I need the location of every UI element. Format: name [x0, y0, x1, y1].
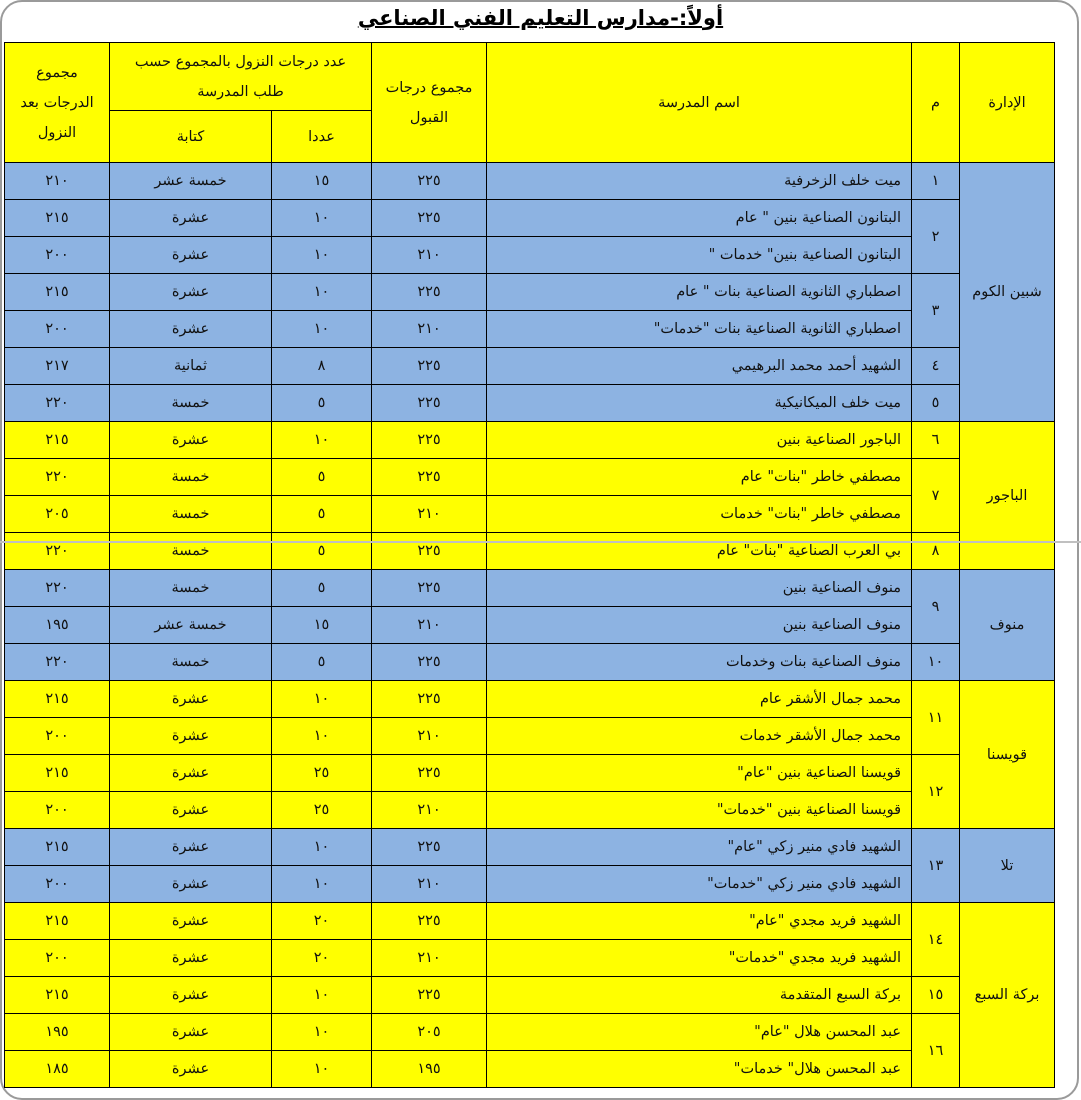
school-name-cell: الشهيد فادي منير زكي "عام" — [487, 829, 912, 866]
score-after-cell: ١٩٥ — [5, 607, 110, 644]
score-after-cell: ٢١٥ — [5, 681, 110, 718]
school-name-cell: الشهيد فريد مجدي "عام" — [487, 903, 912, 940]
table-row — [5, 718, 1055, 755]
header-school: اسم المدرسة — [487, 43, 912, 163]
reduction-digits-cell: ١٠ — [272, 718, 372, 755]
score-after-cell: ٢١٥ — [5, 422, 110, 459]
reduction-digits-cell: ٥ — [272, 385, 372, 422]
num-cell: ١١ — [912, 681, 960, 755]
score-after-cell: ٢٠٠ — [5, 718, 110, 755]
reduction-words-cell: عشرة — [110, 940, 272, 977]
num-cell: ٢ — [912, 200, 960, 274]
score-after-cell: ٢٢٠ — [5, 459, 110, 496]
admin-cell: تلا — [960, 829, 1055, 903]
score-after-cell: ٢٢٠ — [5, 644, 110, 681]
reduction-digits-cell: ٥ — [272, 644, 372, 681]
total-score-cell: ٢٢٥ — [372, 348, 487, 385]
score-after-cell: ٢١٥ — [5, 977, 110, 1014]
school-name-cell: الشهيد فريد مجدي "خدمات" — [487, 940, 912, 977]
school-name-cell: قويسنا الصناعية بنين "عام" — [487, 755, 912, 792]
total-score-cell: ٢١٠ — [372, 237, 487, 274]
total-score-cell: ٢٢٥ — [372, 644, 487, 681]
score-after-cell: ١٩٥ — [5, 1014, 110, 1051]
total-score-cell: ٢٢٥ — [372, 570, 487, 607]
num-cell: ٣ — [912, 274, 960, 348]
reduction-words-cell: خمسة — [110, 496, 272, 533]
reduction-digits-cell: ١٠ — [272, 866, 372, 903]
score-after-cell: ٢١٥ — [5, 829, 110, 866]
school-name-cell: اصطباري الثانوية الصناعية بنات " عام — [487, 274, 912, 311]
reduction-digits-cell: ١٠ — [272, 274, 372, 311]
header-num: م — [912, 43, 960, 163]
reduction-words-cell: عشرة — [110, 237, 272, 274]
admin-cell: الباجور — [960, 422, 1055, 570]
total-score-cell: ٢١٠ — [372, 607, 487, 644]
total-score-cell: ٢٢٥ — [372, 533, 487, 570]
page-title: أولاً:-مدارس التعليم الفني الصناعي — [357, 6, 724, 30]
reduction-digits-cell: ١٠ — [272, 237, 372, 274]
school-name-cell: البتانون الصناعية بنين " عام — [487, 200, 912, 237]
header-total: مجموع درجات القبول — [372, 43, 487, 163]
reduction-digits-cell: ١٠ — [272, 829, 372, 866]
table-row — [5, 496, 1055, 533]
reduction-words-cell: عشرة — [110, 681, 272, 718]
total-score-cell: ٢١٠ — [372, 718, 487, 755]
table-row — [5, 940, 1055, 977]
reduction-digits-cell: ٥ — [272, 496, 372, 533]
score-after-cell: ٢٠٠ — [5, 940, 110, 977]
num-cell: ١٤ — [912, 903, 960, 977]
table-row — [5, 644, 1055, 681]
admin-cell: منوف — [960, 570, 1055, 681]
num-cell: ٤ — [912, 348, 960, 385]
reduction-words-cell: خمسة عشر — [110, 607, 272, 644]
reduction-digits-cell: ١٠ — [272, 311, 372, 348]
reduction-digits-cell: ٢٥ — [272, 792, 372, 829]
score-after-cell: ٢١٥ — [5, 755, 110, 792]
total-score-cell: ٢١٠ — [372, 792, 487, 829]
score-after-cell: ٢٢٠ — [5, 570, 110, 607]
school-name-cell: عبد المحسن هلال" خدمات" — [487, 1051, 912, 1088]
num-cell: ٧ — [912, 459, 960, 533]
reduction-words-cell: خمسة — [110, 459, 272, 496]
reduction-words-cell: عشرة — [110, 792, 272, 829]
school-name-cell: الباجور الصناعية بنين — [487, 422, 912, 459]
header-admin: الإدارة — [960, 43, 1055, 163]
score-after-cell: ٢٠٠ — [5, 792, 110, 829]
total-score-cell: ٢١٠ — [372, 940, 487, 977]
school-name-cell: الشهيد فادي منير زكي "خدمات" — [487, 866, 912, 903]
reduction-words-cell: عشرة — [110, 829, 272, 866]
school-name-cell: البتانون الصناعية بنين" خدمات " — [487, 237, 912, 274]
num-cell: ١٥ — [912, 977, 960, 1014]
table-row — [5, 422, 1055, 459]
reduction-words-cell: خمسة — [110, 385, 272, 422]
reduction-digits-cell: ١٠ — [272, 1051, 372, 1088]
school-name-cell: الشهيد أحمد محمد البرهيمي — [487, 348, 912, 385]
reduction-digits-cell: ٢٥ — [272, 755, 372, 792]
score-after-cell: ٢١٠ — [5, 163, 110, 200]
table-row — [5, 829, 1055, 866]
admin-cell: قويسنا — [960, 681, 1055, 829]
score-after-cell: ٢٠٠ — [5, 866, 110, 903]
page-break-line — [0, 541, 1081, 543]
table-row — [5, 1051, 1055, 1088]
num-cell: ١ — [912, 163, 960, 200]
table-row — [5, 977, 1055, 1014]
total-score-cell: ٢٠٥ — [372, 1014, 487, 1051]
admin-cell: شبين الكوم — [960, 163, 1055, 422]
reduction-digits-cell: ٨ — [272, 348, 372, 385]
num-cell: ١٠ — [912, 644, 960, 681]
table-row — [5, 348, 1055, 385]
school-name-cell: محمد جمال الأشقر خدمات — [487, 718, 912, 755]
reduction-words-cell: عشرة — [110, 1051, 272, 1088]
score-after-cell: ٢١٥ — [5, 274, 110, 311]
total-score-cell: ١٩٥ — [372, 1051, 487, 1088]
reduction-digits-cell: ٢٠ — [272, 940, 372, 977]
schools-table — [4, 42, 1055, 1088]
score-after-cell: ٢٢٠ — [5, 533, 110, 570]
score-after-cell: ١٨٥ — [5, 1051, 110, 1088]
total-score-cell: ٢١٠ — [372, 311, 487, 348]
total-score-cell: ٢٢٥ — [372, 422, 487, 459]
reduction-words-cell: عشرة — [110, 1014, 272, 1051]
num-cell: ٨ — [912, 533, 960, 570]
header-digits: عددا — [272, 111, 372, 163]
table-row — [5, 274, 1055, 311]
score-after-cell: ٢١٥ — [5, 200, 110, 237]
table-row — [5, 792, 1055, 829]
header-reduction-group: عدد درجات النزول بالمجموع حسب طلب المدرسة — [110, 43, 372, 111]
table-row — [5, 681, 1055, 718]
score-after-cell: ٢٢٠ — [5, 385, 110, 422]
school-name-cell: مصطفي خاطر "بنات" عام — [487, 459, 912, 496]
reduction-words-cell: عشرة — [110, 977, 272, 1014]
reduction-words-cell: خمسة — [110, 533, 272, 570]
table-row — [5, 385, 1055, 422]
reduction-words-cell: خمسة — [110, 644, 272, 681]
reduction-digits-cell: ١٠ — [272, 200, 372, 237]
num-cell: ١٣ — [912, 829, 960, 903]
reduction-words-cell: عشرة — [110, 718, 272, 755]
school-name-cell: عبد المحسن هلال "عام" — [487, 1014, 912, 1051]
total-score-cell: ٢٢٥ — [372, 459, 487, 496]
table-row — [5, 755, 1055, 792]
reduction-digits-cell: ٢٠ — [272, 903, 372, 940]
table-row — [5, 570, 1055, 607]
num-cell: ١٢ — [912, 755, 960, 829]
reduction-digits-cell: ١٥ — [272, 163, 372, 200]
school-name-cell: قويسنا الصناعية بنين "خدمات" — [487, 792, 912, 829]
num-cell: ٥ — [912, 385, 960, 422]
total-score-cell: ٢٢٥ — [372, 903, 487, 940]
total-score-cell: ٢١٠ — [372, 866, 487, 903]
reduction-words-cell: عشرة — [110, 274, 272, 311]
reduction-words-cell: عشرة — [110, 755, 272, 792]
reduction-digits-cell: ٥ — [272, 459, 372, 496]
reduction-digits-cell: ٥ — [272, 533, 372, 570]
school-name-cell: منوف الصناعية بنين — [487, 570, 912, 607]
total-score-cell: ٢٢٥ — [372, 977, 487, 1014]
reduction-digits-cell: ١٠ — [272, 422, 372, 459]
reduction-words-cell: عشرة — [110, 422, 272, 459]
score-after-cell: ٢٠٠ — [5, 237, 110, 274]
reduction-words-cell: خمسة — [110, 570, 272, 607]
score-after-cell: ٢١٧ — [5, 348, 110, 385]
school-name-cell: اصطباري الثانوية الصناعية بنات "خدمات" — [487, 311, 912, 348]
reduction-words-cell: ثمانية — [110, 348, 272, 385]
reduction-words-cell: عشرة — [110, 866, 272, 903]
total-score-cell: ٢١٠ — [372, 496, 487, 533]
table-row — [5, 459, 1055, 496]
school-name-cell: منوف الصناعية بنات وخدمات — [487, 644, 912, 681]
num-cell: ١٦ — [912, 1014, 960, 1088]
table-row — [5, 903, 1055, 940]
school-name-cell: ميت خلف الميكانيكية — [487, 385, 912, 422]
total-score-cell: ٢٢٥ — [372, 681, 487, 718]
header-words: كتابة — [110, 111, 272, 163]
table-row — [5, 1014, 1055, 1051]
reduction-digits-cell: ١٠ — [272, 681, 372, 718]
reduction-words-cell: عشرة — [110, 200, 272, 237]
reduction-words-cell: عشرة — [110, 311, 272, 348]
total-score-cell: ٢٢٥ — [372, 755, 487, 792]
score-after-cell: ٢١٥ — [5, 903, 110, 940]
total-score-cell: ٢٢٥ — [372, 829, 487, 866]
school-name-cell: بركة السبع المتقدمة — [487, 977, 912, 1014]
table-row — [5, 163, 1055, 200]
school-name-cell: مصطفي خاطر "بنات" خدمات — [487, 496, 912, 533]
school-name-cell: ميت خلف الزخرفية — [487, 163, 912, 200]
reduction-words-cell: عشرة — [110, 903, 272, 940]
table-row — [5, 533, 1055, 570]
table-row — [5, 200, 1055, 237]
num-cell: ٦ — [912, 422, 960, 459]
table-body — [5, 163, 1055, 1088]
admin-cell: بركة السبع — [960, 903, 1055, 1088]
reduction-digits-cell: ٥ — [272, 570, 372, 607]
table-row — [5, 237, 1055, 274]
reduction-digits-cell: ١٠ — [272, 1014, 372, 1051]
reduction-digits-cell: ١٥ — [272, 607, 372, 644]
score-after-cell: ٢٠٥ — [5, 496, 110, 533]
school-name-cell: محمد جمال الأشقر عام — [487, 681, 912, 718]
table-row — [5, 866, 1055, 903]
total-score-cell: ٢٢٥ — [372, 274, 487, 311]
reduction-words-cell: خمسة عشر — [110, 163, 272, 200]
total-score-cell: ٢٢٥ — [372, 385, 487, 422]
table-row — [5, 607, 1055, 644]
score-after-cell: ٢٠٠ — [5, 311, 110, 348]
num-cell: ٩ — [912, 570, 960, 644]
table-row — [5, 311, 1055, 348]
total-score-cell: ٢٢٥ — [372, 163, 487, 200]
school-name-cell: بي العرب الصناعية "بنات" عام — [487, 533, 912, 570]
school-name-cell: منوف الصناعية بنين — [487, 607, 912, 644]
reduction-digits-cell: ١٠ — [272, 977, 372, 1014]
total-score-cell: ٢٢٥ — [372, 200, 487, 237]
header-after: مجموع الدرجات بعد النزول — [5, 43, 110, 163]
